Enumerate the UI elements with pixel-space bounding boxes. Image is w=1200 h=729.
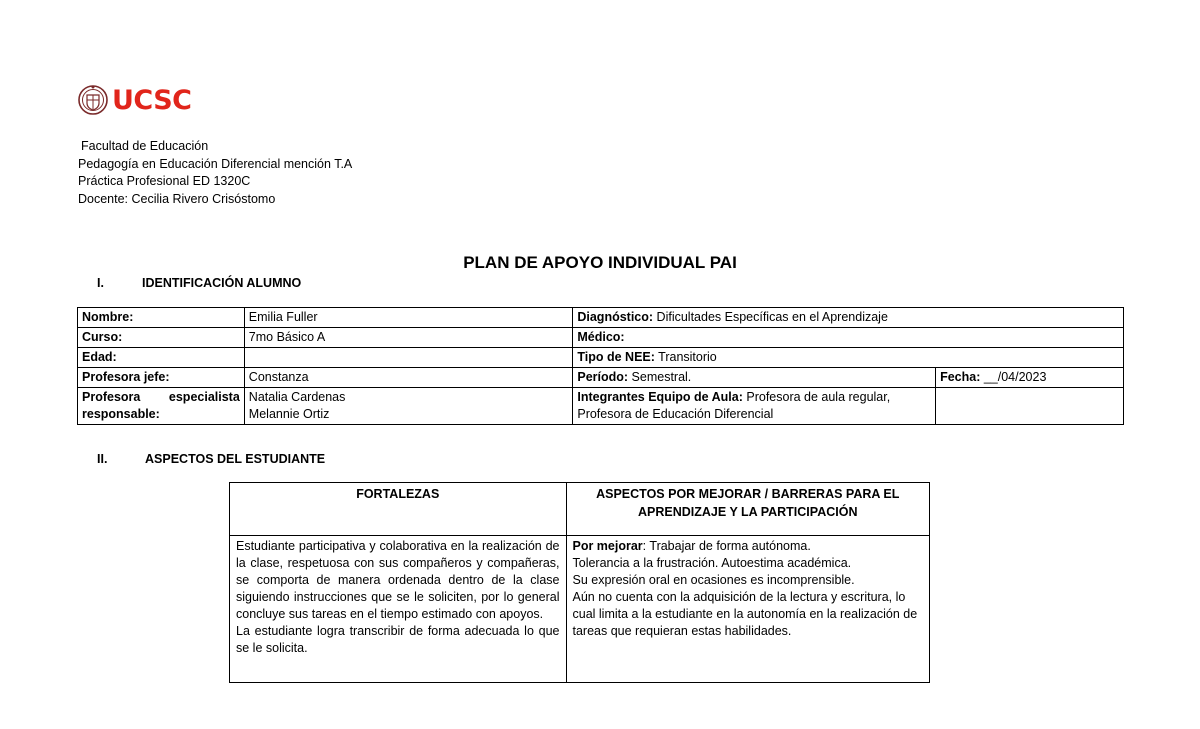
faculty-info [78,138,352,208]
mejorar-text-3: Su expresión oral en ocasiones es incomprensible. [572,573,855,587]
equipo-cell [573,388,936,425]
especialista-value-cell [244,388,573,425]
document-title: PLAN DE APOYO INDIVIDUAL PAI [463,253,737,272]
mejorar-text-1: : Trabajar de forma autónoma. [642,539,811,553]
mejorar-cell [566,536,930,683]
table-row [230,536,930,683]
equipo-label: Integrantes Equipo de Aula: [577,390,743,404]
nee-label: Tipo de NEE: [577,350,655,364]
nombre-label-cell [78,308,245,328]
medico-label: Médico: [577,330,625,344]
section-1-number: I. [97,276,104,290]
nombre-value-cell: Emilia Fuller [244,308,573,328]
fortalezas-header-text: FORTALEZAS [356,487,440,501]
curso-value-cell: 7mo Básico A [244,328,573,348]
mejorar-label: Por mejorar [572,539,643,553]
fortalezas-cell [230,536,567,683]
table-row [78,308,1124,328]
table-row [78,348,1124,368]
edad-value-cell [244,348,573,368]
section-1-title: IDENTIFICACIÓN ALUMNO [142,276,302,290]
program-name: Pedagogía en Educación Diferencial mención T.A [78,156,353,171]
student-identification-table [77,307,1124,425]
mejorar-text-2: Tolerancia a la frustración. Autoestima académica. [572,556,852,570]
nee-value: Transitorio [654,350,717,364]
medico-cell [573,328,1124,348]
table-row [78,388,1124,425]
jefe-label-cell [78,368,245,388]
section-1-heading [97,276,301,290]
edad-label: Edad: [82,350,117,364]
periodo-cell [573,368,936,388]
course-name: Práctica Profesional ED 1320C [78,174,251,188]
mejorar-line-1 [573,538,924,555]
fecha-value: __/04/2023 [980,370,1047,384]
curso-label: Curso: [82,330,123,344]
especialista-label-cell [78,388,245,425]
equipo-value: Profesora de aula regular, Profesora de Educación Diferencial [577,390,891,421]
fortalezas-header [230,483,567,536]
especialista-2: Melannie Ortiz [248,407,330,421]
especialista-1: Natalia Cardenas [248,390,346,404]
table-row [230,483,930,536]
fortalezas-text-1: Estudiante participativa y colaborativa en la realización de la clase, respetuosa con sus compañeros y compañeras, se comporta de manera ordenada dentro de la clase siguiendo instrucciones que se le soliciten, por lo general concluye sus tareas en el tiempo estimado con apoyos. [236,539,560,621]
nee-cell [573,348,1124,368]
jefe-value-cell: Constanza [244,368,573,388]
teacher-name: Docente: Cecilia Rivero Crisóstomo [78,191,276,206]
nombre-label: Nombre: [82,310,134,324]
especialista-label: Profesora especialista responsable: [82,390,240,421]
diagnostico-value: Dificultades Específicas en el Aprendizaje [653,310,888,324]
jefe-label: Profesora jefe: [82,370,170,384]
diagnostico-cell [573,308,1124,328]
fecha-label: Fecha: [940,370,981,384]
fecha-cell [936,368,1124,388]
edad-label-cell [78,348,245,368]
periodo-label: Período: [577,370,629,384]
table-row [78,368,1124,388]
table-row [78,328,1124,348]
mejorar-header-line-2: APRENDIZAJE Y LA PARTICIPACIÓN [638,505,858,519]
empty-cell [936,388,1124,425]
section-2-title: ASPECTOS DEL ESTUDIANTE [145,452,326,466]
student-aspects-table [229,482,930,683]
section-2-number: II. [97,452,108,466]
mejorar-header [566,483,930,536]
diagnostico-label: Diagnóstico: [577,310,654,324]
faculty-name: Facultad de Educación [81,139,209,153]
section-2-heading [97,452,325,466]
mejorar-text-4: Aún no cuenta con la adquisición de la lectura y escritura, lo cual limita a la estudiante en la autonomía en la realización de tareas que requieran estas habilidades. [572,590,918,638]
university-seal-icon [78,83,108,117]
university-logo [78,80,192,120]
periodo-value: Semestral. [628,370,692,384]
logo-text: UCSC [112,84,192,116]
mejorar-header-line-1: ASPECTOS POR MEJORAR / BARRERAS PARA EL [596,487,900,501]
curso-label-cell [78,328,245,348]
fortalezas-text-2: La estudiante logra transcribir de forma adecuada lo que se le solicita. [236,624,560,655]
